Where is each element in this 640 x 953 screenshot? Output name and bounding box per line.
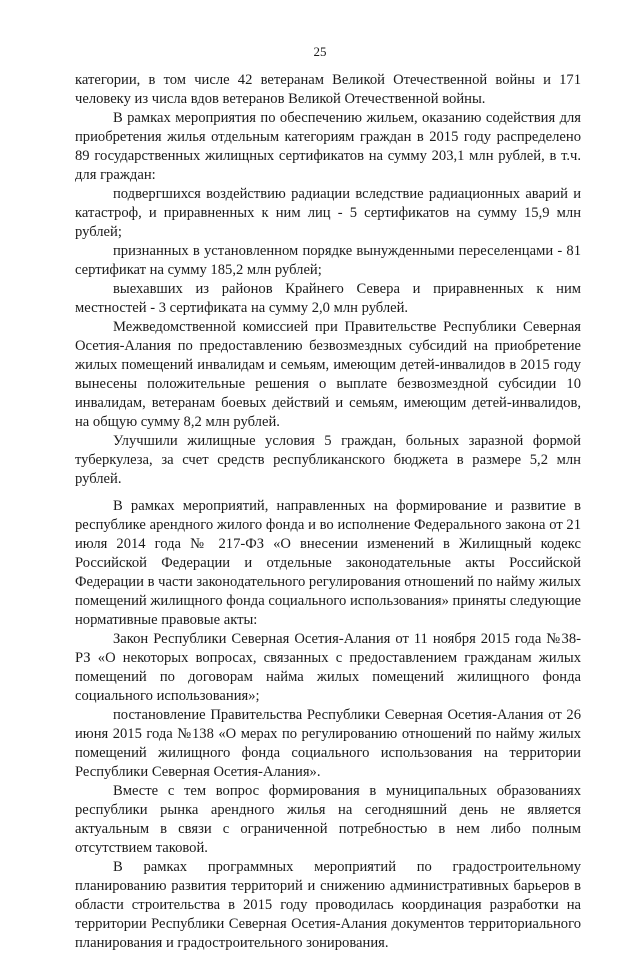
paragraph-urban-planning: В рамках программных мероприятий по градостроительному планированию развития территорий и снижению административных барьеров в области строительства в 2015 году проводилась координация разработки на территории Республики Северная Осетия-Алания документов территориального планирования и градостроительного зонирования. [75,859,581,951]
paragraph-far-north: выехавших из районов Крайнего Севера и приравненных к ним местностей - 3 сертификата на сумму 2,0 млн рублей. [75,281,581,316]
paragraph-regional-law: Закон Республики Северная Осетия-Алания от 11 ноября 2015 года №38-РЗ «О некоторых вопросах, связанных с предоставлением гражданам жилых помещений по договорам найма жилых помещений жилищного фонда социального использования»; [75,631,581,704]
paragraph-rental-market: Вместе с тем вопрос формирования в муниципальных образованиях республики рынка арендного жилья на сегодняшний день не является актуальным в связи с ограниченной потребностью в нем либо полным отсутствием таковой. [75,783,581,856]
page-number: 25 [313,44,327,59]
paragraph-radiation-victims: подвергшихся воздействию радиации вследствие радиационных аварий и катастроф, и приравненных к ним лиц - 5 сертификатов на сумму 15,9 млн рублей; [75,186,581,240]
paragraph-housing-certificates: В рамках мероприятия по обеспечению жильем, оказанию содействия для приобретения жилья отдельным категориям граждан в 2015 году распределено 89 государственных жилищных сертификатов на сумму 203,1 млн рублей, в т.ч. для граждан: [75,110,581,183]
paragraph-veterans-continuation: категории, в том числе 42 ветеранам Великой Отечественной войны и 171 человеку из числа вдов ветеранов Великой Отечественной войны. [75,72,581,107]
paragraph-rental-housing-fund: В рамках мероприятий, направленных на формирование и развитие в республике арендного жилого фонда и во исполнение Федерального закона от 21 июля 2014 года № 217-ФЗ «О внесении изменений в Жилищный кодекс Российской Федерации и отдельные законодательные акты Российской Федерации в части законодательного регулирования отношений по найму жилых помещений жилищного фонда социального использования» приняты следующие нормативные правовые акты: [75,498,581,628]
paragraph-government-resolution: постановление Правительства Республики Северная Осетия-Алания от 26 июня 2015 года №138 «О мерах по регулированию отношений по найму жилых помещений жилищного фонда социального использования на территории Республики Северная Осетия-Алания». [75,707,581,780]
paragraph-forced-migrants: признанных в установленном порядке вынужденными переселенцами - 81 сертификат на сумму 185,2 млн рублей; [75,243,581,278]
paragraph-tuberculosis: Улучшили жилищные условия 5 граждан, больных заразной формой туберкулеза, за счет средств республиканского бюджета в размере 5,2 млн рублей. [75,433,581,487]
paragraph-disability-subsidies: Межведомственной комиссией при Правительстве Республики Северная Осетия-Алания по предоставлению безвозмездных субсидий на приобретение жилых помещений инвалидам и семьям, имеющим детей-инвалидов в 2015 году вынесены положительные решения о выплате безвозмездной субсидии 10 инвалидам, ветеранам боевых действий и семьям, имеющим детей-инвалидов, на общую сумму 8,2 млн рублей. [75,319,581,430]
document-body [75,71,581,953]
